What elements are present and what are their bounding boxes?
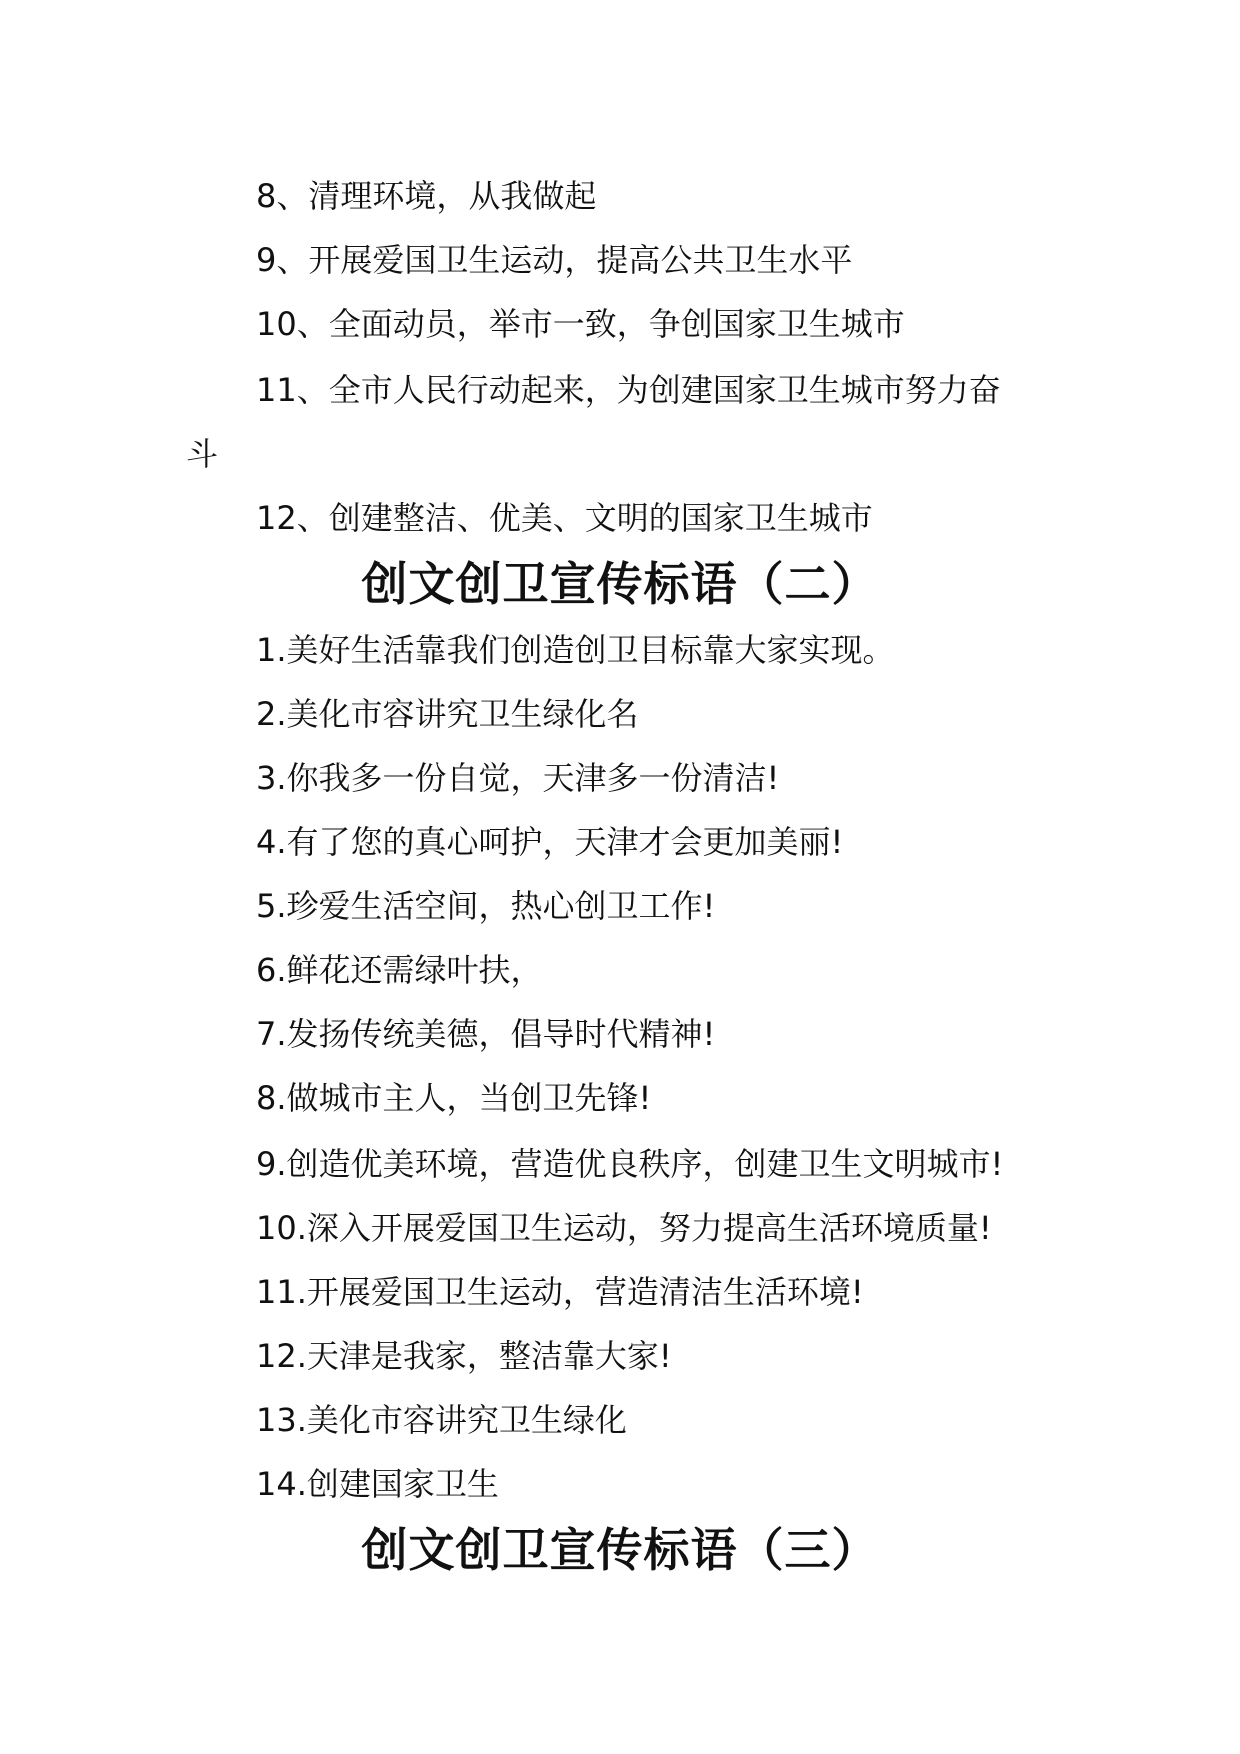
section-heading-2: 创文创卫宣传标语（二） — [361, 557, 879, 611]
slogan2-item-9: 9.创造优美环境，营造优良秩序，创建卫生文明城市! — [256, 1145, 1004, 1183]
slogan-item-12: 12、创建整洁、优美、文明的国家卫生城市 — [256, 499, 873, 537]
slogan2-item-8: 8.做城市主人，当创卫先锋! — [256, 1079, 652, 1117]
slogan2-item-5: 5.珍爱生活空间，热心创卫工作! — [256, 887, 716, 925]
slogan2-item-4: 4.有了您的真心呵护，天津才会更加美丽! — [256, 823, 844, 861]
section-heading-3: 创文创卫宣传标语（三） — [361, 1523, 879, 1577]
slogan-item-9: 9、开展爱国卫生运动，提高公共卫生水平 — [256, 241, 853, 279]
slogan2-item-11: 11.开展爱国卫生运动，营造清洁生活环境! — [256, 1273, 864, 1311]
slogan2-item-3: 3.你我多一份自觉，天津多一份清洁! — [256, 759, 780, 797]
slogan-item-11: 11、全市人民行动起来，为创建国家卫生城市努力奋 — [256, 371, 1001, 409]
slogan2-item-7: 7.发扬传统美德，倡导时代精神! — [256, 1015, 716, 1053]
slogan-item-11-wrap: 斗 — [186, 435, 219, 473]
slogan2-item-13: 13.美化市容讲究卫生绿化 — [256, 1401, 627, 1439]
slogan2-item-10: 10.深入开展爱国卫生运动，努力提高生活环境质量! — [256, 1209, 992, 1247]
slogan2-item-14: 14.创建国家卫生 — [256, 1465, 499, 1503]
slogan2-item-12: 12.天津是我家，整洁靠大家! — [256, 1337, 672, 1375]
slogan-item-8: 8、清理环境，从我做起 — [256, 177, 597, 215]
slogan2-item-6: 6.鲜花还需绿叶扶， — [256, 951, 543, 989]
slogan2-item-2: 2.美化市容讲究卫生绿化名 — [256, 695, 639, 733]
slogan2-item-1: 1.美好生活靠我们创造创卫目标靠大家实现。 — [256, 631, 895, 669]
slogan-item-10: 10、全面动员，举市一致，争创国家卫生城市 — [256, 305, 905, 343]
